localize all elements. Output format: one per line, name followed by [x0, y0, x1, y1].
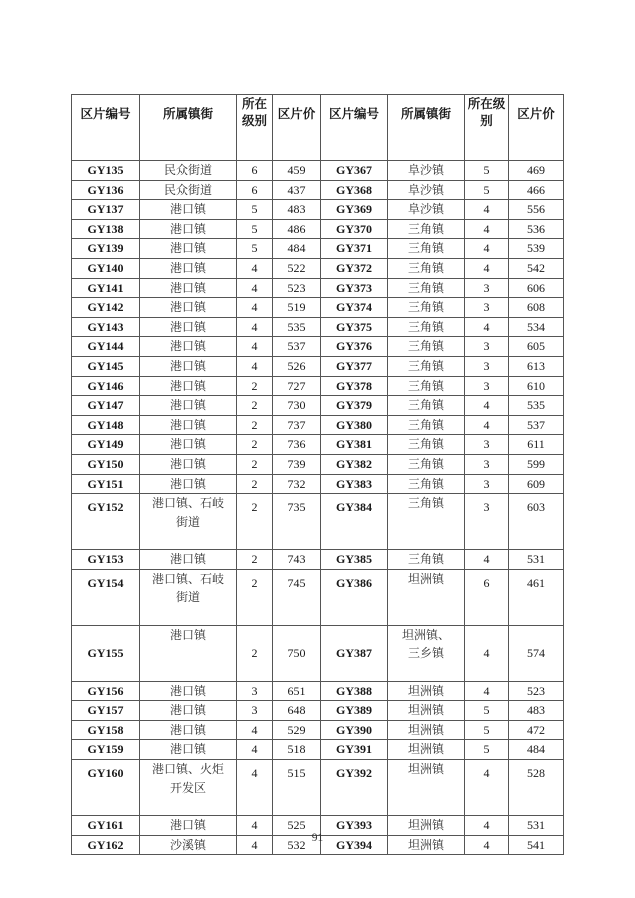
level-cell: 2: [237, 415, 273, 435]
zone-code-cell: GY158: [72, 720, 140, 740]
zone-code-cell: GY139: [72, 239, 140, 259]
level-cell: 4: [465, 258, 509, 278]
price-cell: 459: [273, 161, 321, 181]
town-cell: 港口镇: [140, 550, 237, 570]
table-row: [72, 454, 564, 474]
town-cell: 三角镇: [388, 550, 465, 570]
header-text: 区片编号: [80, 106, 131, 121]
town-cell: 港口镇: [140, 740, 237, 760]
zone-code-cell: GY386: [321, 569, 388, 625]
town-cell: 港口镇: [140, 356, 237, 376]
price-cell: 536: [509, 219, 564, 239]
level-cell: 4: [237, 298, 273, 318]
header-text: 所属镇街: [162, 106, 213, 121]
zone-code-cell: GY155: [72, 625, 140, 681]
level-cell: 5: [237, 219, 273, 239]
table-row: [72, 494, 564, 550]
zone-code-cell: GY380: [321, 415, 388, 435]
level-cell: 4: [465, 760, 509, 816]
price-cell: 531: [509, 816, 564, 836]
table-row: [72, 415, 564, 435]
price-cell: 486: [273, 219, 321, 239]
town-cell: 三角镇: [388, 219, 465, 239]
zone-code-cell: GY156: [72, 681, 140, 701]
town-cell: 港口镇: [140, 239, 237, 259]
zone-code-cell: GY391: [321, 740, 388, 760]
price-cell: 736: [273, 435, 321, 455]
price-cell: 461: [509, 569, 564, 625]
header-text: 所在级别: [467, 96, 506, 128]
table-row: [72, 376, 564, 396]
level-cell: 4: [465, 396, 509, 416]
town-cell: 三角镇: [388, 337, 465, 357]
zone-code-cell: GY372: [321, 258, 388, 278]
zone-code-cell: GY148: [72, 415, 140, 435]
town-cell: 三角镇: [388, 474, 465, 494]
level-cell: 6: [465, 569, 509, 625]
table-row: [72, 161, 564, 181]
town-cell: 三角镇: [388, 298, 465, 318]
header-text: 区片编号: [328, 106, 379, 121]
header-zone-code: [321, 95, 388, 161]
town-cell: 坦洲镇: [388, 835, 465, 855]
price-cell: 534: [509, 317, 564, 337]
price-cell: 466: [509, 180, 564, 200]
table-row: [72, 569, 564, 625]
zone-code-cell: GY376: [321, 337, 388, 357]
zone-code-cell: GY153: [72, 550, 140, 570]
table-row: [72, 701, 564, 721]
zone-code-cell: GY367: [321, 161, 388, 181]
zone-code-cell: GY137: [72, 200, 140, 220]
zone-code-cell: GY147: [72, 396, 140, 416]
town-cell: 港口镇: [140, 415, 237, 435]
zone-code-cell: GY135: [72, 161, 140, 181]
town-cell: 港口镇、石岐街道: [140, 569, 237, 625]
table-row: [72, 625, 564, 681]
level-cell: 2: [237, 569, 273, 625]
table-row: [72, 435, 564, 455]
zone-code-cell: GY138: [72, 219, 140, 239]
price-cell: 484: [273, 239, 321, 259]
town-cell: 港口镇: [140, 298, 237, 318]
price-cell: 610: [509, 376, 564, 396]
table-row: [72, 550, 564, 570]
town-cell: 三角镇: [388, 356, 465, 376]
level-cell: 5: [237, 239, 273, 259]
zone-code-cell: GY369: [321, 200, 388, 220]
table-row: [72, 219, 564, 239]
zone-code-cell: GY154: [72, 569, 140, 625]
level-cell: 5: [465, 161, 509, 181]
town-cell: 港口镇: [140, 219, 237, 239]
zone-code-cell: GY385: [321, 550, 388, 570]
level-cell: 4: [237, 278, 273, 298]
zone-code-cell: GY141: [72, 278, 140, 298]
price-cell: 515: [273, 760, 321, 816]
header-level: [465, 95, 509, 161]
price-cell: 531: [509, 550, 564, 570]
zone-code-cell: GY370: [321, 219, 388, 239]
town-cell: 民众街道: [140, 161, 237, 181]
level-cell: 3: [237, 701, 273, 721]
price-cell: 611: [509, 435, 564, 455]
level-cell: 2: [237, 625, 273, 681]
table-header-row: [72, 95, 564, 161]
town-cell: 坦洲镇: [388, 816, 465, 836]
level-cell: 4: [237, 317, 273, 337]
zone-code-cell: GY389: [321, 701, 388, 721]
header-zone-code: [72, 95, 140, 161]
level-cell: 3: [465, 435, 509, 455]
level-cell: 2: [237, 494, 273, 550]
zone-code-cell: GY392: [321, 760, 388, 816]
zone-code-cell: GY150: [72, 454, 140, 474]
town-cell: 三角镇: [388, 435, 465, 455]
table-row: [72, 396, 564, 416]
level-cell: 5: [465, 740, 509, 760]
town-cell: 沙溪镇: [140, 835, 237, 855]
town-cell: 港口镇: [140, 376, 237, 396]
price-cell: 613: [509, 356, 564, 376]
price-cell: 727: [273, 376, 321, 396]
price-cell: 603: [509, 494, 564, 550]
price-cell: 732: [273, 474, 321, 494]
town-cell: 三角镇: [388, 376, 465, 396]
town-cell: 阜沙镇: [388, 180, 465, 200]
price-cell: 574: [509, 625, 564, 681]
level-cell: 4: [237, 356, 273, 376]
table-row: [72, 474, 564, 494]
price-cell: 518: [273, 740, 321, 760]
price-cell: 739: [273, 454, 321, 474]
price-cell: 541: [509, 835, 564, 855]
level-cell: 5: [237, 200, 273, 220]
zone-code-cell: GY162: [72, 835, 140, 855]
level-cell: 2: [237, 396, 273, 416]
price-cell: 535: [273, 317, 321, 337]
zone-code-cell: GY377: [321, 356, 388, 376]
price-cell: 469: [509, 161, 564, 181]
header-level: [237, 95, 273, 161]
price-cell: 743: [273, 550, 321, 570]
zone-code-cell: GY378: [321, 376, 388, 396]
table-row: [72, 200, 564, 220]
town-cell: 坦洲镇: [388, 701, 465, 721]
town-cell: 坦洲镇: [388, 681, 465, 701]
price-cell: 523: [509, 681, 564, 701]
zone-code-cell: GY142: [72, 298, 140, 318]
zone-code-cell: GY152: [72, 494, 140, 550]
header-text: 所在级别: [241, 96, 267, 128]
price-cell: 735: [273, 494, 321, 550]
level-cell: 4: [465, 550, 509, 570]
level-cell: 3: [465, 298, 509, 318]
town-cell: 港口镇: [140, 454, 237, 474]
header-town: [140, 95, 237, 161]
level-cell: 2: [237, 435, 273, 455]
level-cell: 4: [465, 415, 509, 435]
table-row: [72, 180, 564, 200]
header-price: [273, 95, 321, 161]
town-cell: 港口镇: [140, 337, 237, 357]
level-cell: 4: [237, 816, 273, 836]
table-row: [72, 278, 564, 298]
table-row: [72, 337, 564, 357]
price-cell: 651: [273, 681, 321, 701]
price-cell: 737: [273, 415, 321, 435]
level-cell: 3: [465, 337, 509, 357]
town-cell: 坦洲镇: [388, 720, 465, 740]
table-row: [72, 740, 564, 760]
level-cell: 4: [465, 219, 509, 239]
table-row: [72, 356, 564, 376]
town-cell: 港口镇: [140, 317, 237, 337]
price-cell: 519: [273, 298, 321, 318]
level-cell: 4: [237, 720, 273, 740]
price-cell: 523: [273, 278, 321, 298]
price-cell: 472: [509, 720, 564, 740]
town-cell: 三角镇: [388, 454, 465, 474]
zone-code-cell: GY145: [72, 356, 140, 376]
zone-code-cell: GY160: [72, 760, 140, 816]
price-cell: 606: [509, 278, 564, 298]
table-row: [72, 258, 564, 278]
zone-code-cell: GY371: [321, 239, 388, 259]
table-row: [72, 720, 564, 740]
town-cell: 坦洲镇、三乡镇: [388, 625, 465, 681]
level-cell: 3: [465, 376, 509, 396]
level-cell: 3: [465, 356, 509, 376]
level-cell: 5: [465, 720, 509, 740]
price-cell: 542: [509, 258, 564, 278]
town-cell: 港口镇: [140, 625, 237, 681]
level-cell: 4: [237, 760, 273, 816]
level-cell: 4: [465, 317, 509, 337]
level-cell: 5: [465, 180, 509, 200]
level-cell: 4: [465, 681, 509, 701]
level-cell: 2: [237, 474, 273, 494]
town-cell: 三角镇: [388, 258, 465, 278]
town-cell: 港口镇: [140, 200, 237, 220]
price-cell: 730: [273, 396, 321, 416]
price-cell: 484: [509, 740, 564, 760]
level-cell: 4: [237, 835, 273, 855]
level-cell: 3: [465, 474, 509, 494]
zone-code-cell: GY136: [72, 180, 140, 200]
level-cell: 3: [465, 494, 509, 550]
town-cell: 港口镇、石岐街道: [140, 494, 237, 550]
zone-code-cell: GY383: [321, 474, 388, 494]
zone-code-cell: GY161: [72, 816, 140, 836]
level-cell: 4: [465, 625, 509, 681]
zone-code-cell: GY373: [321, 278, 388, 298]
page-number: 91: [311, 832, 324, 844]
zone-code-cell: GY146: [72, 376, 140, 396]
zone-code-cell: GY149: [72, 435, 140, 455]
town-cell: 三角镇: [388, 239, 465, 259]
zone-code-cell: GY375: [321, 317, 388, 337]
header-price: [509, 95, 564, 161]
zone-code-cell: GY384: [321, 494, 388, 550]
header-text: 区片价: [277, 106, 316, 121]
table-row: [72, 298, 564, 318]
town-cell: 坦洲镇: [388, 569, 465, 625]
zone-code-cell: GY381: [321, 435, 388, 455]
level-cell: 6: [237, 180, 273, 200]
price-cell: 599: [509, 454, 564, 474]
town-cell: 港口镇: [140, 720, 237, 740]
price-cell: 537: [509, 415, 564, 435]
zone-code-cell: GY144: [72, 337, 140, 357]
town-cell: 三角镇: [388, 278, 465, 298]
level-cell: 4: [465, 835, 509, 855]
price-cell: 483: [509, 701, 564, 721]
town-cell: 三角镇: [388, 317, 465, 337]
town-cell: 坦洲镇: [388, 760, 465, 816]
town-cell: 港口镇、火炬开发区: [140, 760, 237, 816]
level-cell: 4: [237, 740, 273, 760]
price-cell: 437: [273, 180, 321, 200]
zone-code-cell: GY151: [72, 474, 140, 494]
zone-code-cell: GY140: [72, 258, 140, 278]
town-cell: 阜沙镇: [388, 200, 465, 220]
level-cell: 2: [237, 376, 273, 396]
level-cell: 2: [237, 454, 273, 474]
town-cell: 港口镇: [140, 816, 237, 836]
table-row: [72, 681, 564, 701]
level-cell: 5: [465, 701, 509, 721]
price-cell: 532: [273, 835, 321, 855]
level-cell: 4: [465, 200, 509, 220]
town-cell: 港口镇: [140, 474, 237, 494]
price-cell: 483: [273, 200, 321, 220]
town-cell: 三角镇: [388, 415, 465, 435]
price-cell: 745: [273, 569, 321, 625]
zone-code-cell: GY379: [321, 396, 388, 416]
town-cell: 坦洲镇: [388, 740, 465, 760]
zone-code-cell: GY382: [321, 454, 388, 474]
level-cell: 3: [237, 681, 273, 701]
level-cell: 3: [465, 454, 509, 474]
price-cell: 525: [273, 816, 321, 836]
zone-code-cell: GY157: [72, 701, 140, 721]
level-cell: 3: [465, 278, 509, 298]
town-cell: 港口镇: [140, 396, 237, 416]
zone-code-cell: GY368: [321, 180, 388, 200]
town-cell: 港口镇: [140, 278, 237, 298]
table-body: [72, 161, 564, 855]
town-cell: 港口镇: [140, 435, 237, 455]
price-cell: 609: [509, 474, 564, 494]
zone-code-cell: GY143: [72, 317, 140, 337]
header-text: 所属镇街: [400, 106, 451, 121]
price-cell: 750: [273, 625, 321, 681]
table-row: [72, 760, 564, 816]
level-cell: 2: [237, 550, 273, 570]
header-town: [388, 95, 465, 161]
level-cell: 6: [237, 161, 273, 181]
town-cell: 三角镇: [388, 396, 465, 416]
price-cell: 539: [509, 239, 564, 259]
level-cell: 4: [465, 816, 509, 836]
level-cell: 4: [465, 239, 509, 259]
town-cell: 三角镇: [388, 494, 465, 550]
header-text: 区片价: [517, 106, 555, 121]
price-cell: 526: [273, 356, 321, 376]
town-cell: 民众街道: [140, 180, 237, 200]
zone-code-cell: GY387: [321, 625, 388, 681]
town-cell: 港口镇: [140, 701, 237, 721]
level-cell: 4: [237, 337, 273, 357]
price-cell: 648: [273, 701, 321, 721]
price-cell: 537: [273, 337, 321, 357]
price-cell: 528: [509, 760, 564, 816]
land-price-table: [71, 94, 564, 855]
price-cell: 556: [509, 200, 564, 220]
zone-code-cell: GY388: [321, 681, 388, 701]
town-cell: 港口镇: [140, 258, 237, 278]
zone-code-cell: GY393: [321, 816, 388, 836]
table-row: [72, 239, 564, 259]
zone-code-cell: GY390: [321, 720, 388, 740]
price-cell: 608: [509, 298, 564, 318]
level-cell: 4: [237, 258, 273, 278]
town-cell: 港口镇: [140, 681, 237, 701]
price-cell: 535: [509, 396, 564, 416]
price-cell: 605: [509, 337, 564, 357]
zone-code-cell: GY374: [321, 298, 388, 318]
zone-code-cell: GY159: [72, 740, 140, 760]
price-cell: 522: [273, 258, 321, 278]
town-cell: 阜沙镇: [388, 161, 465, 181]
price-cell: 529: [273, 720, 321, 740]
zone-code-cell: GY394: [321, 835, 388, 855]
table-row: [72, 317, 564, 337]
